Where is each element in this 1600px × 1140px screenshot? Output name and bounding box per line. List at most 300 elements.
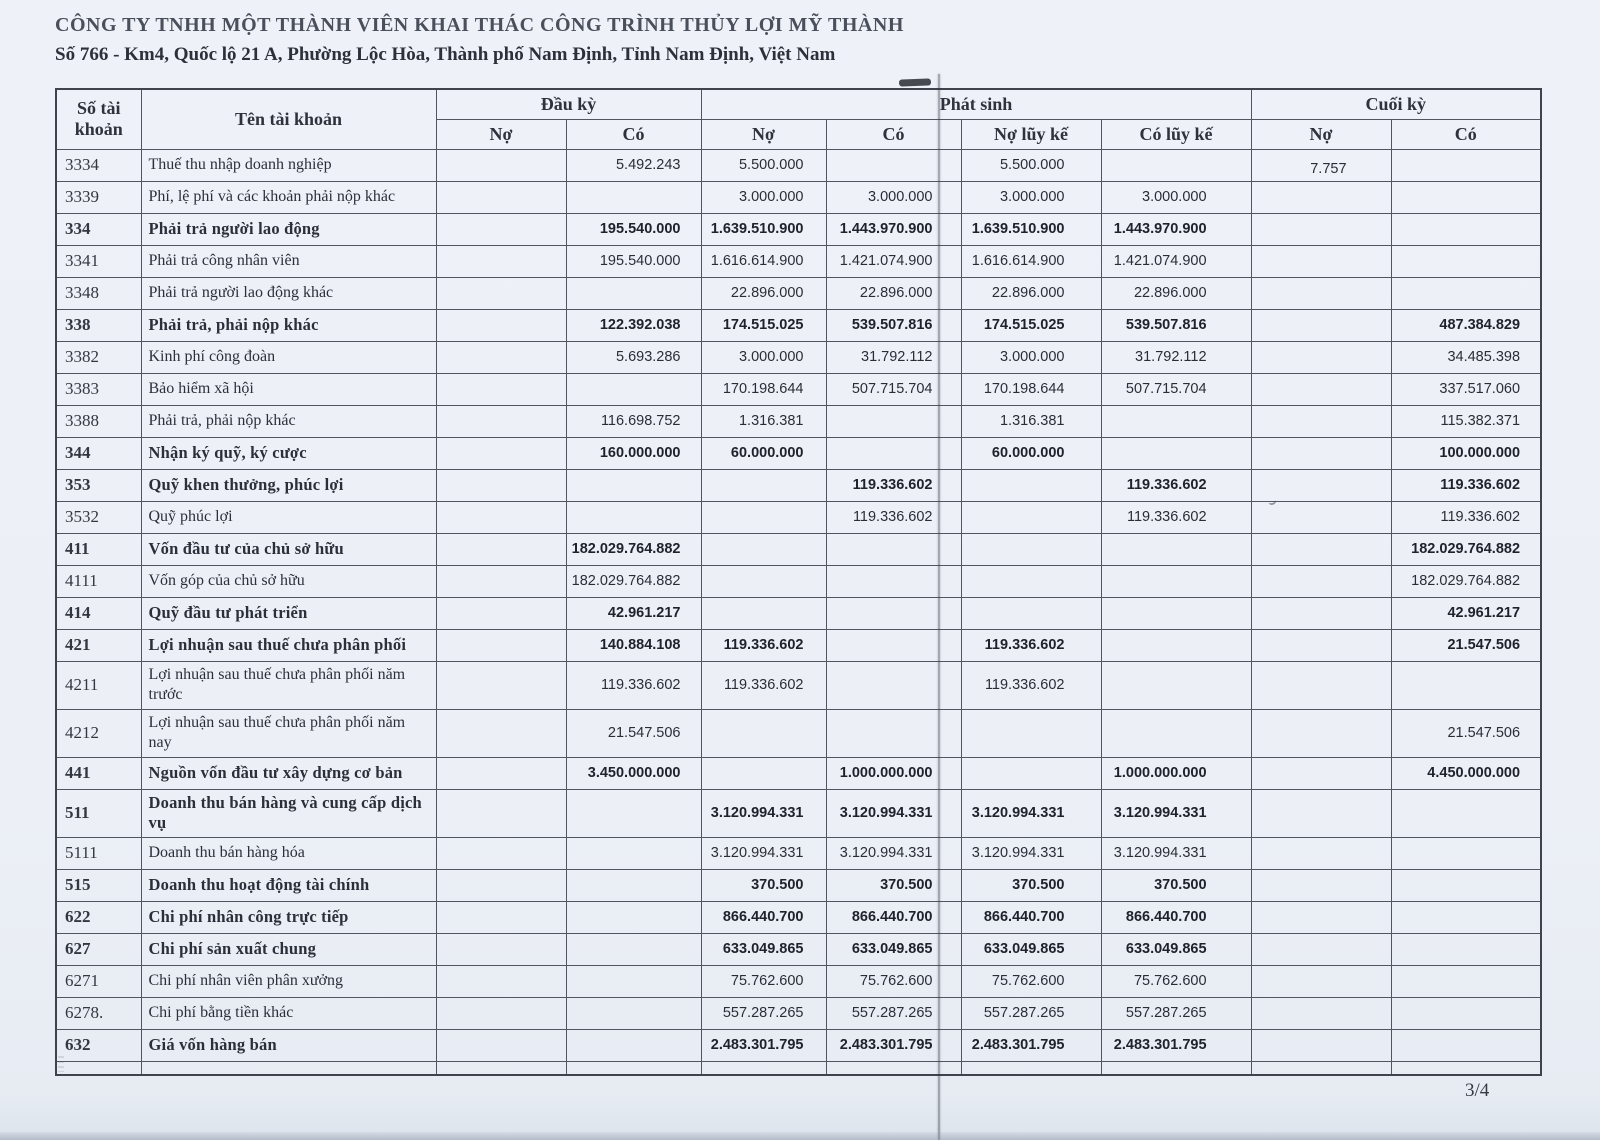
cell-arising-debit-accum: 22.896.000	[961, 277, 1101, 309]
cell-opening-credit	[566, 837, 701, 869]
cell-closing-credit	[1391, 869, 1541, 901]
cell-account-no: 511	[56, 789, 141, 837]
cell-arising-debit	[701, 565, 826, 597]
cell-opening-debit	[436, 533, 566, 565]
table-row	[56, 997, 1541, 1029]
cell-arising-credit	[826, 597, 961, 629]
cell-opening-debit	[436, 1061, 566, 1075]
cell-closing-credit: 21.547.506	[1391, 629, 1541, 661]
cell-arising-debit-accum: 2.483.301.795	[961, 1029, 1101, 1061]
cell-arising-credit	[826, 629, 961, 661]
cell-arising-credit	[826, 405, 961, 437]
cell-arising-debit-accum: 1.316.381	[961, 405, 1101, 437]
cell-arising-credit-accum: 866.440.700	[1101, 901, 1251, 933]
cell-opening-credit: 195.540.000	[566, 245, 701, 277]
cell-opening-debit	[436, 501, 566, 533]
table-row	[56, 597, 1541, 629]
header-opening-credit: Có	[566, 119, 701, 149]
cell-closing-debit	[1251, 757, 1391, 789]
cell-arising-debit-accum: 3.120.994.331	[961, 837, 1101, 869]
cell-closing-credit: 34.485.398	[1391, 341, 1541, 373]
cell-account-name: Phải trả công nhân viên	[141, 245, 436, 277]
cell-closing-debit	[1251, 245, 1391, 277]
table-row	[56, 437, 1541, 469]
cell-opening-credit: 119.336.602	[566, 661, 701, 709]
cell-closing-debit	[1251, 901, 1391, 933]
cell-closing-credit: 119.336.602	[1391, 501, 1541, 533]
cell-opening-debit	[436, 245, 566, 277]
cell-arising-debit	[701, 597, 826, 629]
header-opening-debit: Nợ	[436, 119, 566, 149]
cell-account-no: 6278.	[56, 997, 141, 1029]
cell-arising-credit-accum: 370.500	[1101, 869, 1251, 901]
cell-closing-debit	[1251, 661, 1391, 709]
cell-arising-credit	[826, 565, 961, 597]
scan-dots-artifact	[58, 1056, 64, 1072]
cell-arising-debit	[701, 469, 826, 501]
cell-arising-debit-accum: 1.616.614.900	[961, 245, 1101, 277]
cell-closing-credit	[1391, 149, 1541, 181]
cell-arising-credit-accum: 3.120.994.331	[1101, 837, 1251, 869]
cell-opening-debit	[436, 437, 566, 469]
table-header	[56, 89, 1541, 149]
cell-opening-debit	[436, 997, 566, 1029]
table-row	[56, 933, 1541, 965]
cell-account-name: Quỹ phúc lợi	[141, 501, 436, 533]
cell-arising-credit-accum: 119.336.602	[1101, 501, 1251, 533]
cell-closing-credit: 21.547.506	[1391, 709, 1541, 757]
cell-account-no: 627	[56, 933, 141, 965]
cell-arising-credit: 119.336.602	[826, 501, 961, 533]
cell-closing-debit	[1251, 181, 1391, 213]
cell-account-no: 4211	[56, 661, 141, 709]
cell-opening-credit: 182.029.764.882	[566, 565, 701, 597]
cell-opening-debit	[436, 757, 566, 789]
cell-arising-credit-accum: 119.336.602	[1101, 469, 1251, 501]
cell-arising-debit	[701, 533, 826, 565]
cell-arising-debit-accum: 119.336.602	[961, 661, 1101, 709]
cell-arising-credit	[826, 709, 961, 757]
cell-opening-credit	[566, 181, 701, 213]
table-row	[56, 757, 1541, 789]
cell-account-name: Chi phí bằng tiền khác	[141, 997, 436, 1029]
cell-account-no: 3532	[56, 501, 141, 533]
scan-fold-artifact	[938, 74, 940, 1140]
cell-opening-credit	[566, 869, 701, 901]
cell-closing-credit: 115.382.371	[1391, 405, 1541, 437]
table-row	[56, 309, 1541, 341]
cell-opening-credit: 160.000.000	[566, 437, 701, 469]
cell-closing-credit: 4.450.000.000	[1391, 757, 1541, 789]
cell-closing-credit	[1391, 933, 1541, 965]
cell-opening-credit: 122.392.038	[566, 309, 701, 341]
cell-opening-debit	[436, 469, 566, 501]
cell-closing-debit	[1251, 869, 1391, 901]
table-row	[56, 405, 1541, 437]
table-row	[56, 661, 1541, 709]
cell-closing-credit	[1391, 1061, 1541, 1075]
cell-opening-credit	[566, 997, 701, 1029]
cell-arising-credit: 633.049.865	[826, 933, 961, 965]
cell-arising-credit: 1.421.074.900	[826, 245, 961, 277]
header-closing-credit: Có	[1391, 119, 1541, 149]
cell-closing-credit: 119.336.602	[1391, 469, 1541, 501]
cell-arising-credit-accum: 3.120.994.331	[1101, 789, 1251, 837]
cell-arising-credit-accum: 1.421.074.900	[1101, 245, 1251, 277]
table-row	[56, 149, 1541, 181]
cell-account-no: 3388	[56, 405, 141, 437]
cell-closing-debit	[1251, 837, 1391, 869]
cell-closing-credit: 42.961.217	[1391, 597, 1541, 629]
cell-arising-debit: 1.616.614.900	[701, 245, 826, 277]
cell-opening-credit	[566, 933, 701, 965]
cell-arising-credit: 507.715.704	[826, 373, 961, 405]
cell-account-no: 632	[56, 1029, 141, 1061]
cell-closing-debit	[1251, 533, 1391, 565]
cell-account-name: Lợi nhuận sau thuế chưa phân phối năm trước	[141, 661, 436, 709]
cell-account-name: Phải trả người lao động	[141, 213, 436, 245]
cell-closing-debit	[1251, 789, 1391, 837]
cell-closing-credit: 100.000.000	[1391, 437, 1541, 469]
cell-arising-credit-accum: 507.715.704	[1101, 373, 1251, 405]
cell-account-no: 334	[56, 213, 141, 245]
cell-opening-debit	[436, 213, 566, 245]
table-row	[56, 565, 1541, 597]
cell-closing-debit	[1251, 965, 1391, 997]
table-row	[56, 901, 1541, 933]
cell-account-name: Chi phí nhân công trực tiếp	[141, 901, 436, 933]
cell-closing-credit	[1391, 837, 1541, 869]
cell-arising-debit-accum	[961, 597, 1101, 629]
cell-arising-credit-accum: 2.483.301.795	[1101, 1029, 1251, 1061]
cell-arising-credit-accum: 539.507.816	[1101, 309, 1251, 341]
cell-arising-credit-accum: 75.762.600	[1101, 965, 1251, 997]
cell-arising-debit-accum: 75.762.600	[961, 965, 1101, 997]
cell-arising-credit: 75.762.600	[826, 965, 961, 997]
cell-closing-credit: 487.384.829	[1391, 309, 1541, 341]
cell-opening-debit	[436, 597, 566, 629]
cell-closing-debit	[1251, 1061, 1391, 1075]
cell-arising-debit: 3.000.000	[701, 181, 826, 213]
cell-opening-debit	[436, 277, 566, 309]
cell-arising-debit: 1.316.381	[701, 405, 826, 437]
cell-arising-credit-accum	[1101, 405, 1251, 437]
cell-opening-credit	[566, 1061, 701, 1075]
cell-account-no: 3334	[56, 149, 141, 181]
cell-arising-debit-accum	[961, 469, 1101, 501]
cell-account-name: Lợi nhuận sau thuế chưa phân phối	[141, 629, 436, 661]
header-closing-debit: Nợ	[1251, 119, 1391, 149]
cell-opening-debit	[436, 629, 566, 661]
header-arising-debit: Nợ	[701, 119, 826, 149]
cell-account-no: 421	[56, 629, 141, 661]
table-row	[56, 213, 1541, 245]
cell-arising-debit: 3.120.994.331	[701, 837, 826, 869]
scan-bottom-edge	[0, 1132, 1600, 1140]
trial-balance-table	[55, 88, 1542, 1076]
table-row	[56, 629, 1541, 661]
cell-account-name: Nguồn vốn đầu tư xây dựng cơ bản	[141, 757, 436, 789]
table-row	[56, 789, 1541, 837]
cell-arising-debit: 60.000.000	[701, 437, 826, 469]
cell-arising-debit-accum	[961, 565, 1101, 597]
cell-account-no: 3348	[56, 277, 141, 309]
cell-closing-credit	[1391, 245, 1541, 277]
cell-account-name: Thuế thu nhập doanh nghiệp	[141, 149, 436, 181]
cell-arising-debit: 174.515.025	[701, 309, 826, 341]
cell-opening-debit	[436, 1029, 566, 1061]
cell-opening-credit	[566, 469, 701, 501]
cell-arising-credit: 370.500	[826, 869, 961, 901]
cell-account-name: Vốn đầu tư của chủ sở hữu	[141, 533, 436, 565]
cell-account-no: 441	[56, 757, 141, 789]
cell-arising-credit: 1.443.970.900	[826, 213, 961, 245]
cell-arising-credit: 22.896.000	[826, 277, 961, 309]
cell-opening-debit	[436, 405, 566, 437]
table-row	[56, 1029, 1541, 1061]
cell-closing-credit	[1391, 213, 1541, 245]
cell-arising-debit: 557.287.265	[701, 997, 826, 1029]
cell-account-no: 3382	[56, 341, 141, 373]
cell-opening-credit	[566, 789, 701, 837]
cell-arising-debit-accum	[961, 709, 1101, 757]
cell-arising-credit: 1.000.000.000	[826, 757, 961, 789]
cell-closing-debit	[1251, 501, 1391, 533]
cell-opening-debit	[436, 309, 566, 341]
cell-account-name: Doanh thu bán hàng và cung cấp dịch vụ	[141, 789, 436, 837]
cell-arising-credit-accum: 557.287.265	[1101, 997, 1251, 1029]
cell-opening-credit	[566, 1029, 701, 1061]
cell-opening-credit	[566, 965, 701, 997]
cell-opening-debit	[436, 789, 566, 837]
cell-arising-credit: 119.336.602	[826, 469, 961, 501]
cell-opening-debit	[436, 565, 566, 597]
cell-arising-credit: 3.120.994.331	[826, 789, 961, 837]
cell-closing-credit: 337.517.060	[1391, 373, 1541, 405]
cell-arising-debit: 119.336.602	[701, 661, 826, 709]
table-row	[56, 469, 1541, 501]
cell-account-name: Chi phí nhân viên phân xưởng	[141, 965, 436, 997]
cell-arising-debit-accum: 633.049.865	[961, 933, 1101, 965]
header-arising-debit-accum: Nợ lũy kế	[961, 119, 1101, 149]
cell-opening-debit	[436, 965, 566, 997]
cell-closing-debit	[1251, 565, 1391, 597]
cell-account-name: Vốn góp của chủ sở hữu	[141, 565, 436, 597]
cell-opening-credit: 182.029.764.882	[566, 533, 701, 565]
table-row	[56, 181, 1541, 213]
header-account-name: Tên tài khoản	[141, 89, 436, 149]
cell-closing-debit	[1251, 405, 1391, 437]
cell-opening-debit	[436, 933, 566, 965]
cell-account-name	[141, 1061, 436, 1075]
cell-arising-credit: 2.483.301.795	[826, 1029, 961, 1061]
cell-account-name: Kinh phí công đoàn	[141, 341, 436, 373]
cell-arising-credit-accum	[1101, 565, 1251, 597]
cell-arising-credit-accum	[1101, 709, 1251, 757]
cell-account-name: Phí, lệ phí và các khoản phải nộp khác	[141, 181, 436, 213]
table-body	[56, 149, 1541, 1075]
cell-arising-debit-accum	[961, 757, 1101, 789]
cell-closing-credit	[1391, 1029, 1541, 1061]
table-row	[56, 869, 1541, 901]
cell-arising-credit-accum	[1101, 1061, 1251, 1075]
cell-closing-debit	[1251, 277, 1391, 309]
cell-arising-debit-accum: 3.000.000	[961, 181, 1101, 213]
cell-arising-credit-accum: 1.443.970.900	[1101, 213, 1251, 245]
cell-arising-credit	[826, 533, 961, 565]
cell-account-name: Doanh thu hoạt động tài chính	[141, 869, 436, 901]
cell-arising-debit-accum: 3.000.000	[961, 341, 1101, 373]
table-row	[56, 965, 1541, 997]
cell-arising-credit	[826, 149, 961, 181]
cell-opening-credit	[566, 501, 701, 533]
cell-arising-credit-accum: 1.000.000.000	[1101, 757, 1251, 789]
cell-arising-debit-accum: 3.120.994.331	[961, 789, 1101, 837]
cell-closing-debit	[1251, 309, 1391, 341]
cell-account-no: 4111	[56, 565, 141, 597]
cell-arising-credit-accum	[1101, 149, 1251, 181]
cell-arising-debit	[701, 501, 826, 533]
cell-account-name: Phải trả người lao động khác	[141, 277, 436, 309]
cell-closing-credit	[1391, 277, 1541, 309]
cell-opening-credit	[566, 373, 701, 405]
cell-closing-debit	[1251, 709, 1391, 757]
cell-arising-credit-accum: 3.000.000	[1101, 181, 1251, 213]
cell-account-no: 3341	[56, 245, 141, 277]
cell-arising-debit: 22.896.000	[701, 277, 826, 309]
table-row	[56, 501, 1541, 533]
table-row	[56, 277, 1541, 309]
cell-account-name: Lợi nhuận sau thuế chưa phân phối năm nay	[141, 709, 436, 757]
header-arising-credit: Có	[826, 119, 961, 149]
cell-closing-debit	[1251, 629, 1391, 661]
cell-arising-debit-accum: 1.639.510.900	[961, 213, 1101, 245]
cell-opening-debit	[436, 149, 566, 181]
header-closing-group: Cuối kỳ	[1251, 89, 1541, 119]
cell-arising-credit-accum	[1101, 661, 1251, 709]
cell-closing-credit	[1391, 997, 1541, 1029]
cell-arising-debit-accum: 174.515.025	[961, 309, 1101, 341]
cell-account-no: 414	[56, 597, 141, 629]
cell-arising-credit-accum	[1101, 437, 1251, 469]
cell-arising-credit	[826, 661, 961, 709]
table-row	[56, 1061, 1541, 1075]
page-number: 3/4	[1465, 1080, 1490, 1101]
cell-account-name: Doanh thu bán hàng hóa	[141, 837, 436, 869]
cell-closing-debit	[1251, 213, 1391, 245]
cell-account-no: 622	[56, 901, 141, 933]
cell-arising-debit-accum: 370.500	[961, 869, 1101, 901]
cell-closing-credit	[1391, 965, 1541, 997]
cell-arising-debit: 75.762.600	[701, 965, 826, 997]
cell-opening-credit: 140.884.108	[566, 629, 701, 661]
cell-account-no: 3339	[56, 181, 141, 213]
cell-opening-credit: 3.450.000.000	[566, 757, 701, 789]
cell-arising-debit: 170.198.644	[701, 373, 826, 405]
cell-arising-credit: 866.440.700	[826, 901, 961, 933]
header-account-no: Số tài khoản	[56, 89, 141, 149]
cell-arising-debit	[701, 1061, 826, 1075]
cell-account-no: 411	[56, 533, 141, 565]
cell-arising-debit: 119.336.602	[701, 629, 826, 661]
cell-account-name: Phải trả, phải nộp khác	[141, 405, 436, 437]
cell-arising-debit-accum: 60.000.000	[961, 437, 1101, 469]
cell-arising-debit-accum: 5.500.000	[961, 149, 1101, 181]
cell-arising-credit: 557.287.265	[826, 997, 961, 1029]
cell-arising-debit-accum	[961, 533, 1101, 565]
cell-arising-credit: 3.120.994.331	[826, 837, 961, 869]
cell-opening-credit: 195.540.000	[566, 213, 701, 245]
cell-arising-debit: 1.639.510.900	[701, 213, 826, 245]
cell-closing-credit: 182.029.764.882	[1391, 565, 1541, 597]
document-header	[55, 10, 1355, 69]
cell-account-no: 338	[56, 309, 141, 341]
cell-opening-debit	[436, 181, 566, 213]
cell-closing-debit	[1251, 597, 1391, 629]
header-arising-credit-accum: Có lũy kế	[1101, 119, 1251, 149]
cell-closing-credit	[1391, 789, 1541, 837]
cell-arising-debit: 3.000.000	[701, 341, 826, 373]
cell-arising-debit: 633.049.865	[701, 933, 826, 965]
cell-opening-credit	[566, 901, 701, 933]
cell-account-name: Nhận ký quỹ, ký cược	[141, 437, 436, 469]
cell-arising-credit: 539.507.816	[826, 309, 961, 341]
cell-opening-debit	[436, 901, 566, 933]
cell-arising-debit: 866.440.700	[701, 901, 826, 933]
cell-account-name: Quỹ khen thưởng, phúc lợi	[141, 469, 436, 501]
cell-account-no: 6271	[56, 965, 141, 997]
cell-arising-debit-accum	[961, 501, 1101, 533]
cell-arising-debit-accum: 170.198.644	[961, 373, 1101, 405]
cell-opening-debit	[436, 869, 566, 901]
cell-arising-debit: 370.500	[701, 869, 826, 901]
cell-arising-debit-accum: 119.336.602	[961, 629, 1101, 661]
cell-closing-credit	[1391, 661, 1541, 709]
cell-arising-credit-accum: 31.792.112	[1101, 341, 1251, 373]
cell-closing-debit	[1251, 373, 1391, 405]
table-row	[56, 341, 1541, 373]
cell-arising-credit-accum	[1101, 597, 1251, 629]
table-row	[56, 245, 1541, 277]
cell-arising-debit	[701, 757, 826, 789]
cell-account-name: Giá vốn hàng bán	[141, 1029, 436, 1061]
cell-account-no: 353	[56, 469, 141, 501]
company-name: CÔNG TY TNHH MỘT THÀNH VIÊN KHAI THÁC CÔNG TRÌNH THỦY LỢI MỸ THÀNH	[55, 14, 904, 36]
cell-opening-debit	[436, 709, 566, 757]
cell-account-name: Phải trả, phải nộp khác	[141, 309, 436, 341]
cell-arising-credit-accum: 22.896.000	[1101, 277, 1251, 309]
cell-opening-credit	[566, 277, 701, 309]
cell-arising-debit-accum: 557.287.265	[961, 997, 1101, 1029]
cell-arising-credit	[826, 437, 961, 469]
cell-closing-debit	[1251, 437, 1391, 469]
cell-arising-debit-accum: 866.440.700	[961, 901, 1101, 933]
cell-opening-debit	[436, 373, 566, 405]
cell-arising-credit-accum	[1101, 533, 1251, 565]
cell-opening-credit: 21.547.506	[566, 709, 701, 757]
header-opening-group: Đầu kỳ	[436, 89, 701, 119]
cell-arising-debit: 3.120.994.331	[701, 789, 826, 837]
cell-account-no: 5111	[56, 837, 141, 869]
cell-closing-debit	[1251, 933, 1391, 965]
table-row	[56, 373, 1541, 405]
company-address: Số 766 - Km4, Quốc lộ 21 A, Phường Lộc Hòa, Thành phố Nam Định, Tỉnh Nam Định, Việt Nam	[55, 44, 836, 65]
cell-arising-credit: 3.000.000	[826, 181, 961, 213]
cell-closing-debit	[1251, 997, 1391, 1029]
cell-arising-credit-accum	[1101, 629, 1251, 661]
cell-closing-credit	[1391, 901, 1541, 933]
cell-arising-debit: 2.483.301.795	[701, 1029, 826, 1061]
